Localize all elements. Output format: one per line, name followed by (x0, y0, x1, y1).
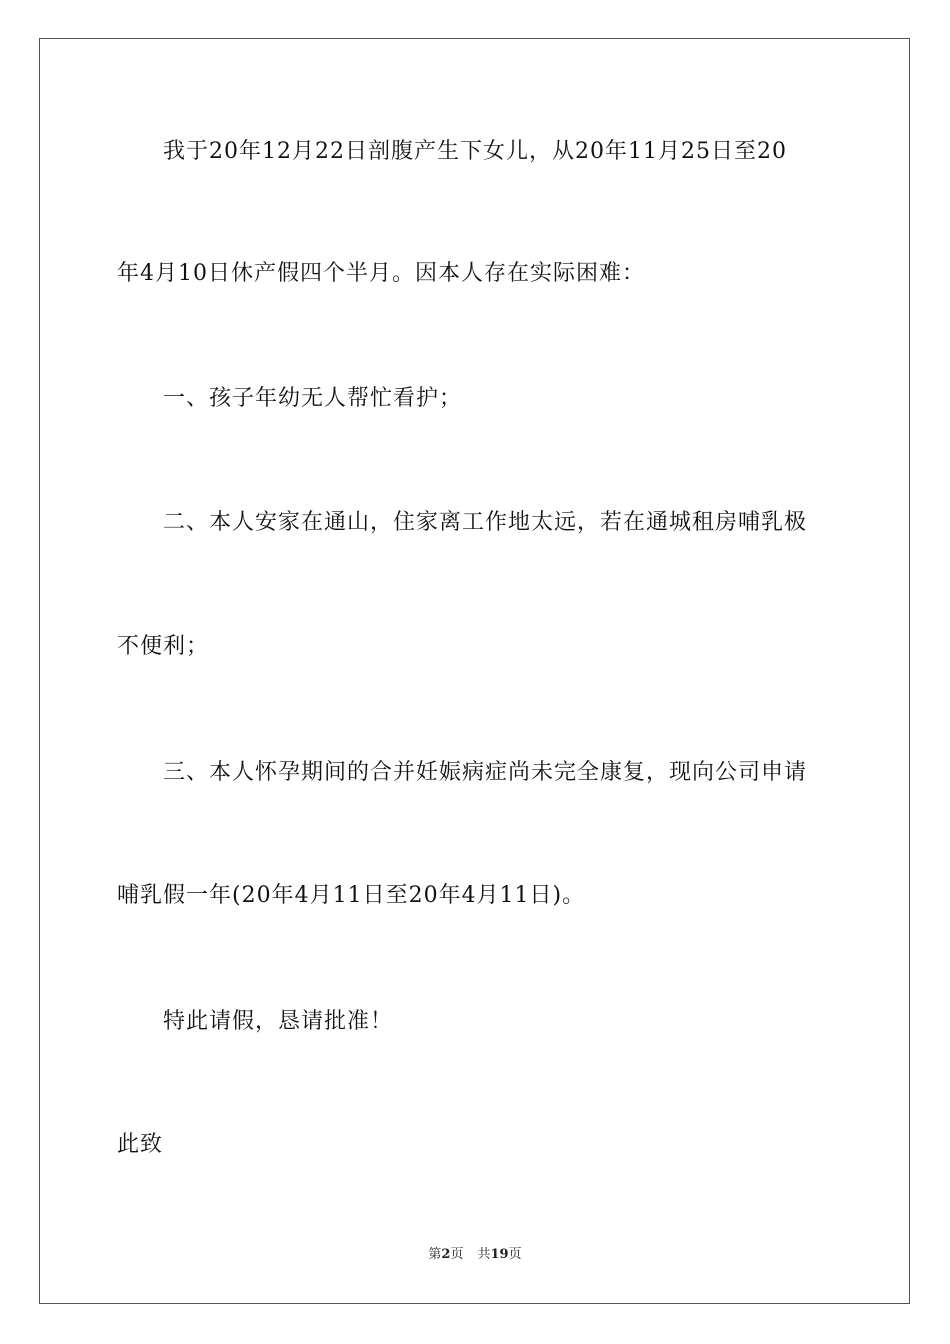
paragraph-line-6: 三、本人怀孕期间的合并妊娠病症尚未完全康复，现向公司申请 (163, 760, 808, 785)
footer-page-number: 2 (441, 1247, 451, 1262)
paragraph-line-5: 不便利； (117, 634, 210, 659)
page-border (39, 38, 910, 1304)
paragraph-line-9: 此致 (117, 1132, 164, 1157)
paragraph-line-4: 二、本人安家在通山，住家离工作地太远，若在通城租房哺乳极 (163, 510, 808, 535)
paragraph-line-2: 年4月10日休产假四个半月。因本人存在实际困难： (117, 261, 645, 286)
footer-total-pages: 19 (490, 1247, 509, 1262)
footer-total-prefix: 共 (477, 1247, 491, 1262)
paragraph-line-8: 特此请假，恳请批准！ (163, 1009, 394, 1034)
paragraph-line-1: 我于20年12月22日剖腹产生下女儿，从20年11月25日至20 (163, 139, 787, 164)
footer-page-suffix: 页 (450, 1247, 464, 1262)
paragraph-line-7: 哺乳假一年(20年4月11日至20年4月11日)。 (117, 883, 586, 908)
page-footer (0, 1246, 950, 1264)
footer-total-suffix: 页 (508, 1247, 522, 1262)
paragraph-line-3: 一、孩子年幼无人帮忙看护； (163, 386, 463, 411)
footer-page-prefix: 第 (428, 1247, 442, 1262)
